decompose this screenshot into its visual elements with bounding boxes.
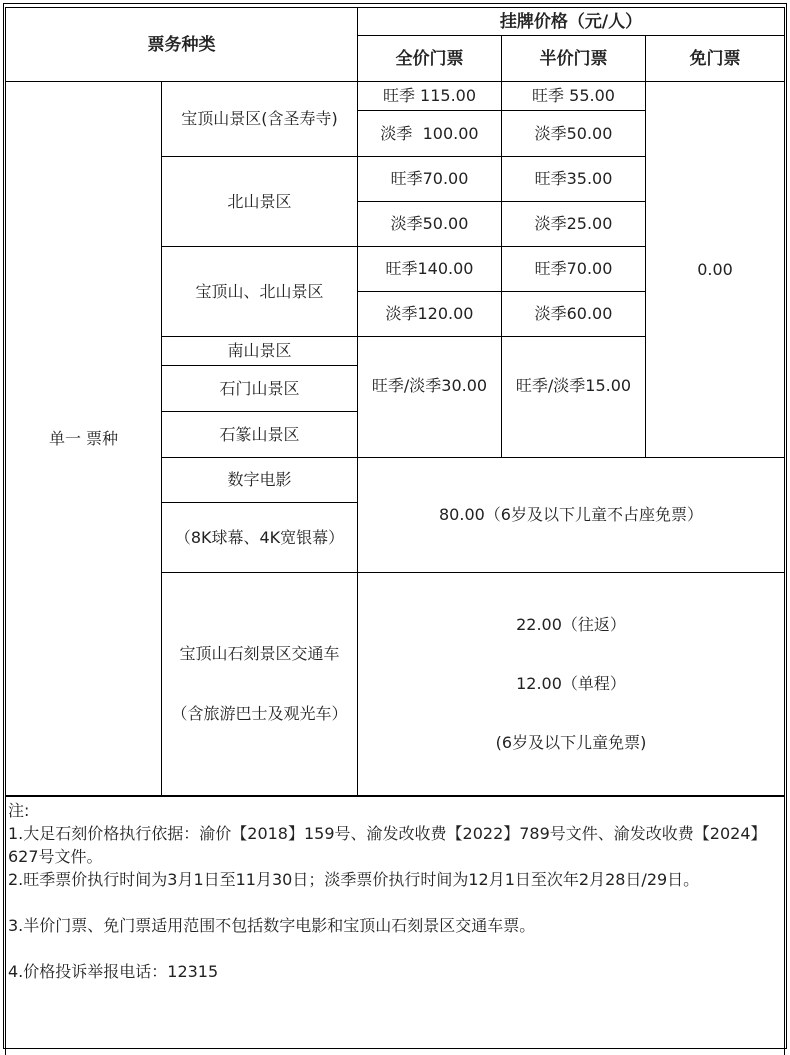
note-2: 2.旺季票价执行时间为3月1日至11月30日；淡季票价执行时间为12月1日至次年2月28日/29日。	[8, 870, 700, 889]
baodingshan-half-off: 淡季50.00	[501, 110, 646, 157]
row-name-digital-film: 数字电影	[161, 457, 358, 503]
row-name-shuttle	[161, 572, 358, 796]
row-name-shizhuanshan: 石篆山景区	[161, 411, 358, 458]
combo-full-off: 淡季120.00	[357, 291, 502, 337]
header-listed-price: 挂牌价格（元/人）	[357, 7, 785, 36]
baodingshan-half-peak: 旺季 55.00	[501, 81, 646, 111]
free-price: 0.00	[645, 81, 785, 458]
notes-title: 注:	[8, 801, 30, 820]
digital-film-price: 80.00（6岁及以下儿童不占座免票）	[357, 457, 785, 573]
row-name-nanshan: 南山景区	[161, 336, 358, 366]
combo-full-peak: 旺季140.00	[357, 246, 502, 292]
row-name-baodingshan: 宝顶山景区(含圣寿寺)	[161, 81, 358, 157]
row-sub-digital-film: （8K球幕、4K宽银幕）	[161, 502, 358, 573]
row-name-shimenshan: 石门山景区	[161, 365, 358, 412]
shuttle-name: 宝顶山石刻景区交通车	[179, 644, 340, 663]
group-label-single-ticket: 单一 票种	[5, 81, 162, 796]
row-name-beishan: 北山景区	[161, 156, 358, 247]
baodingshan-full-off: 淡季 100.00	[357, 110, 502, 157]
shuttle-one-way: 12.00（单程）	[516, 674, 626, 693]
note-1: 1.大足石刻价格执行依据：渝价【2018】159号、渝发改收费【2022】789号文件、渝发改收费【2024】627号文件。	[8, 824, 767, 866]
combo-half-peak: 旺季70.00	[501, 246, 646, 292]
baodingshan-full-peak: 旺季 115.00	[357, 81, 502, 111]
header-full-price: 全价门票	[357, 35, 502, 82]
note-4: 4.价格投诉举报电话：12315	[8, 962, 219, 981]
small-sites-half: 旺季/淡季15.00	[501, 336, 646, 458]
beishan-half-off: 淡季25.00	[501, 201, 646, 247]
note-3: 3.半价门票、免门票适用范围不包括数字电影和宝顶山石刻景区交通车票。	[8, 916, 536, 935]
shuttle-name-sub: （含旅游巴士及观光车）	[171, 704, 348, 723]
notes-section	[5, 795, 785, 1055]
beishan-full-off: 淡季50.00	[357, 201, 502, 247]
header-free: 免门票	[645, 35, 785, 82]
combo-half-off: 淡季60.00	[501, 291, 646, 337]
header-half-price: 半价门票	[501, 35, 646, 82]
row-name-combo: 宝顶山、北山景区	[161, 246, 358, 337]
beishan-half-peak: 旺季35.00	[501, 156, 646, 202]
shuttle-price	[357, 572, 785, 796]
shuttle-round-trip: 22.00（往返）	[516, 615, 626, 634]
small-sites-full: 旺季/淡季30.00	[357, 336, 502, 458]
header-ticket-type: 票务种类	[5, 7, 358, 82]
beishan-full-peak: 旺季70.00	[357, 156, 502, 202]
shuttle-child-note: (6岁及以下儿童免票)	[495, 733, 647, 752]
